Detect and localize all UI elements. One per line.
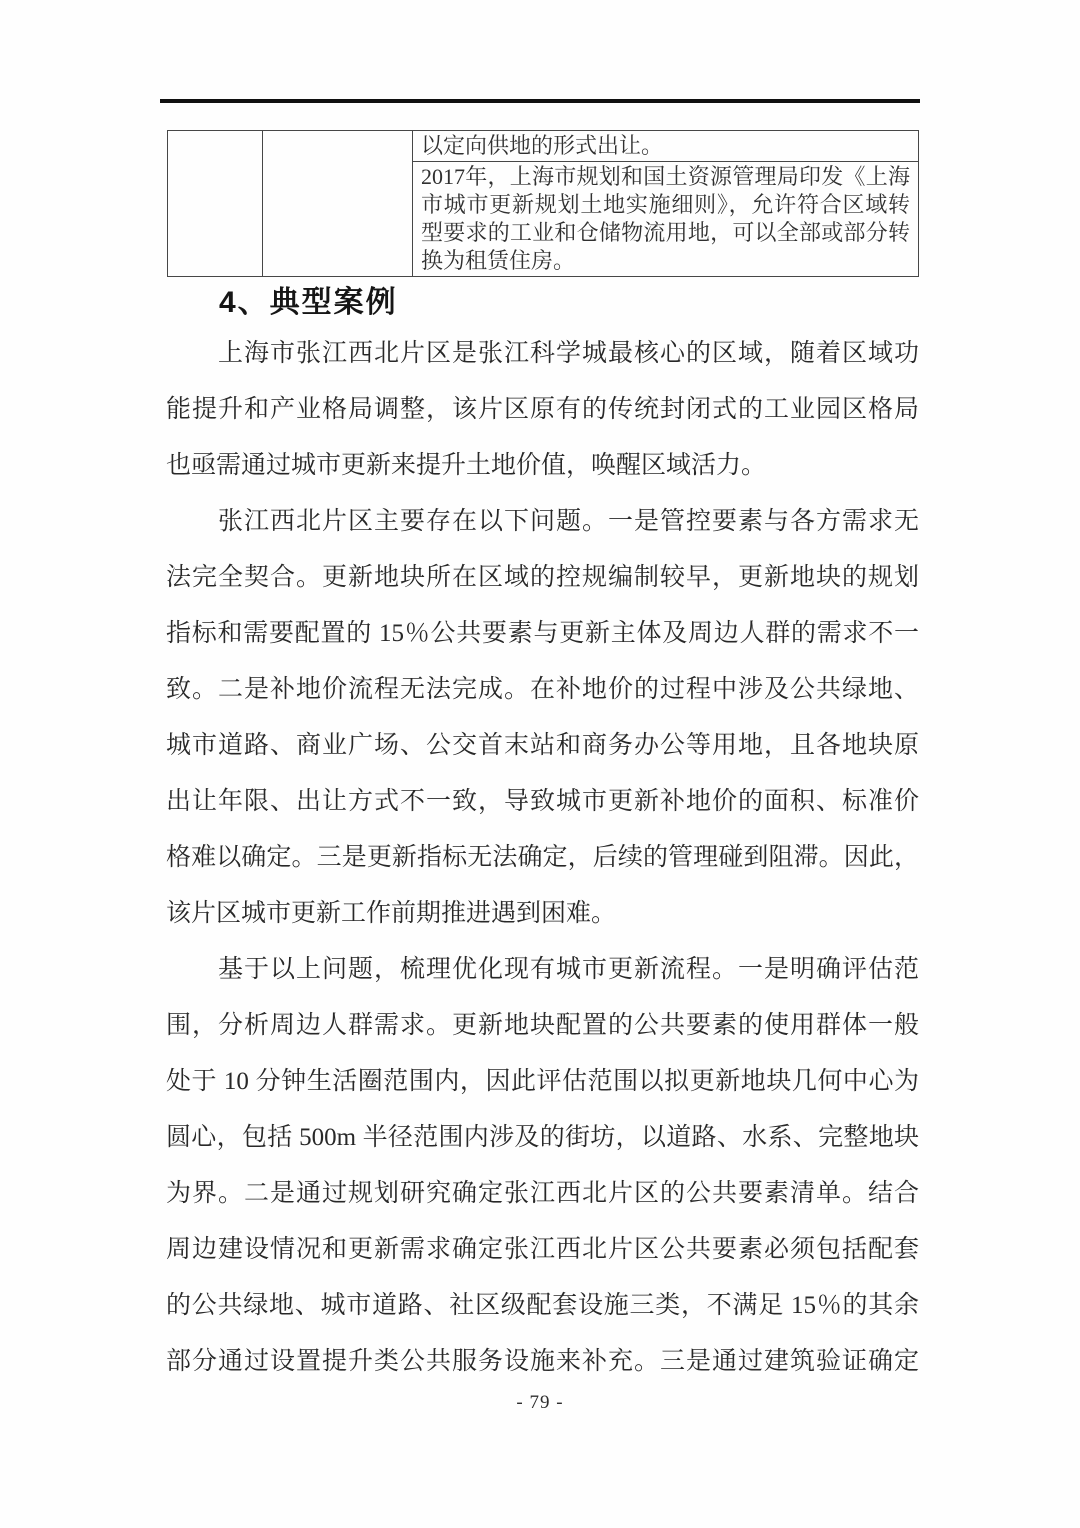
paragraph-line: 周边建设情况和更新需求确定张江西北片区公共要素必须包括配套 (166, 1236, 919, 1263)
paragraph-line: 城市道路、商业广场、公交首末站和商务办公等用地，且各地块原 (166, 732, 919, 759)
paragraph-line: 能提升和产业格局调整，该片区原有的传统封闭式的工业园区格局 (166, 396, 919, 423)
paragraph-line: 该片区城市更新工作前期推进遇到困难。 (166, 900, 617, 927)
paragraph-line: 也亟需通过城市更新来提升土地价值，唤醒区域活力。 (166, 452, 767, 479)
table-cell-empty-1 (168, 131, 263, 277)
section-heading: 4、典型案例 (219, 286, 398, 319)
paragraph-line: 圆心，包括 500m 半径范围内涉及的街坊，以道路、水系、完整地块 (166, 1124, 919, 1151)
table-cell-text: 2017年，上海市规划和国土资源管理局印发《上海市城市更新规划土地实施细则》，允许符合区域转型要求的工业和仓储物流用地，可以全部或部分转换为租赁住房。 (413, 162, 919, 277)
table-cell-empty-2 (263, 131, 413, 277)
paragraph-line: 张江西北片区主要存在以下问题。一是管控要素与各方需求无 (218, 508, 919, 535)
table-row (168, 131, 919, 162)
paragraph-line: 出让年限、出让方式不一致，导致城市更新补地价的面积、标准价 (166, 788, 919, 815)
paragraph-line: 指标和需要配置的 15％公共要素与更新主体及周边人群的需求不一 (166, 620, 919, 647)
page-number: - 79 - (516, 1392, 564, 1413)
paragraph-line: 处于 10 分钟生活圈范围内，因此评估范围以拟更新地块几何中心为 (166, 1068, 919, 1095)
paragraph-line: 围，分析周边人群需求。更新地块配置的公共要素的使用群体一般 (166, 1012, 919, 1039)
paragraph-line: 上海市张江西北片区是张江科学城最核心的区域，随着区域功 (218, 340, 919, 367)
paragraph-line: 格难以确定。三是更新指标无法确定，后续的管理碰到阻滞。因此， (166, 844, 919, 871)
header-rule (160, 99, 920, 103)
paragraph-line: 法完全契合。更新地块所在区域的控规编制较早，更新地块的规划 (166, 564, 919, 591)
policy-table (167, 130, 919, 277)
paragraph-line: 部分通过设置提升类公共服务设施来补充。三是通过建筑验证确定 (166, 1348, 919, 1375)
table-cell-text: 以定向供地的形式出让。 (413, 131, 919, 162)
body-text (166, 326, 919, 1390)
paragraph-line: 为界。二是通过规划研究确定张江西北片区的公共要素清单。结合 (166, 1180, 919, 1207)
paragraph-line: 致。二是补地价流程无法完成。在补地价的过程中涉及公共绿地、 (166, 676, 919, 703)
paragraph-line: 的公共绿地、城市道路、社区级配套设施三类，不满足 15％的其余 (166, 1292, 919, 1319)
paragraph-line: 基于以上问题，梳理优化现有城市更新流程。一是明确评估范 (218, 956, 919, 983)
